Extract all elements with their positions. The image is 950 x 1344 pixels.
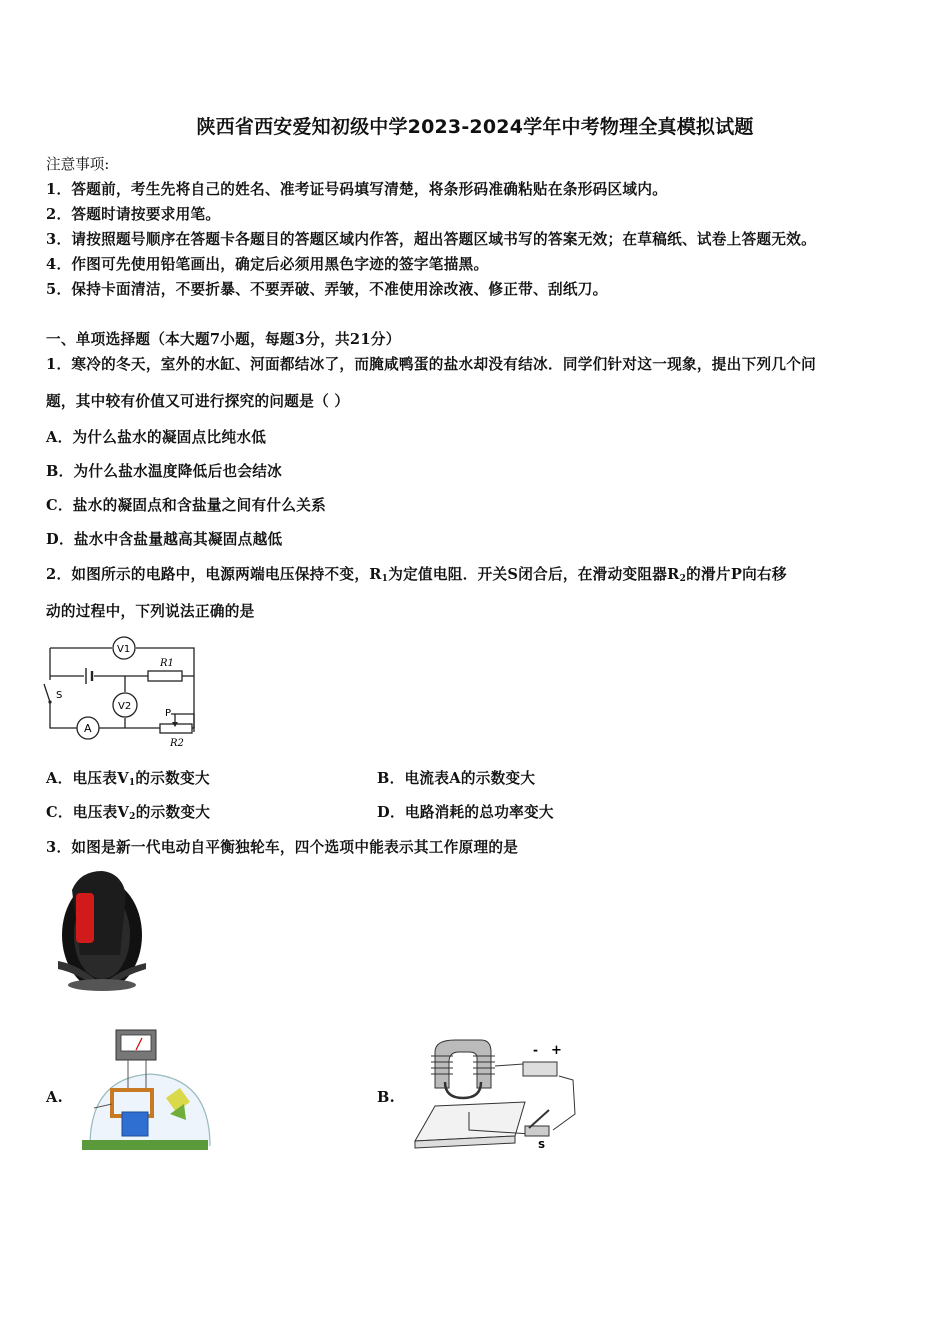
page-title: 陕西省西安爱知初级中学2023-2024学年中考物理全真模拟试题	[196, 116, 754, 138]
circuit-diagram	[40, 628, 210, 753]
svg-text:-: -	[533, 1043, 538, 1057]
note-item: 1．答题前，考生先将自己的姓名、准考证号码填写清楚，将条形码准确粘贴在条形码区域内。	[46, 181, 668, 198]
slider-label: P	[165, 708, 172, 719]
q1-option-a: A．为什么盐水的凝固点比纯水低	[46, 429, 267, 446]
q3-stem: 3．如图是新一代电动自平衡独轮车，四个选项中能表示其工作原理的是	[46, 839, 519, 856]
note-item: 4．作图可先使用铅笔画出，确定后必须用黑色字迹的签字笔描黑。	[46, 256, 489, 273]
section-heading: 一、单项选择题（本大题7小题，每题3分，共21分）	[46, 331, 401, 348]
r2-label: R2	[170, 738, 184, 749]
svg-text:+: +	[551, 1043, 562, 1058]
note-item: 2．答题时请按要求用笔。	[46, 206, 221, 223]
q2-option-a: A．电压表$V_1$的示数变大	[46, 770, 210, 788]
q3-option-a-label: A.	[46, 1089, 64, 1106]
q2-stem-line2: 动的过程中，下列说法正确的是	[46, 603, 255, 620]
switch-icon	[44, 684, 50, 702]
q1-stem-line2: 题，其中较有价值又可进行探究的问题是（ ）	[46, 393, 350, 410]
ammeter-label: A	[84, 722, 92, 735]
q2-option-d: D．电路消耗的总功率变大	[377, 804, 554, 821]
q2-option-c: C．电压表$V_2$的示数变大	[46, 804, 211, 822]
v1-label: V1	[117, 644, 131, 655]
note-item: 3．请按照题号顺序在答题卡各题目的答题区域内作答，超出答题区域书写的答案无效；在草稿纸、试卷上答题无效。	[46, 231, 817, 248]
q2-stem-line1: 2．如图所示的电路中，电源两端电压保持不变，$R_1$为定值电阻．开关S闭合后，在滑动变阻器$R_2$的滑片P向右移	[46, 566, 787, 584]
q1-stem-line1: 1．寒冷的冬天，室外的水缸、河面都结冰了，而腌咸鸭蛋的盐水却没有结冰．同学们针对这一现象，提出下列几个问	[46, 356, 817, 373]
v2-label: V2	[118, 701, 132, 712]
q3-option-b-figure	[405, 1036, 585, 1152]
rheostat-r2-icon	[160, 724, 192, 733]
note-item: 5．保持卡面清洁，不要折暴、不要弄破、弄皱，不准使用涂改液、修正带、刮纸刀。	[46, 281, 608, 298]
notes-heading: 注意事项:	[46, 156, 110, 173]
q1-option-b: B．为什么盐水温度降低后也会结冰	[46, 463, 283, 480]
q3-option-a-figure	[80, 1028, 220, 1152]
resistor-r1-icon	[148, 671, 182, 681]
q3-option-b-label: B.	[377, 1089, 396, 1106]
q1-option-d: D．盐水中含盐量越高其凝固点越低	[46, 531, 283, 548]
unicycle-image	[50, 865, 150, 995]
q1-option-c: C．盐水的凝固点和含盐量之间有什么关系	[46, 497, 327, 514]
q2-option-b: B．电流表A的示数变大	[377, 770, 536, 787]
switch-label: S	[56, 690, 63, 701]
r1-label: R1	[160, 658, 174, 669]
switch-s-label: S	[538, 1140, 546, 1151]
